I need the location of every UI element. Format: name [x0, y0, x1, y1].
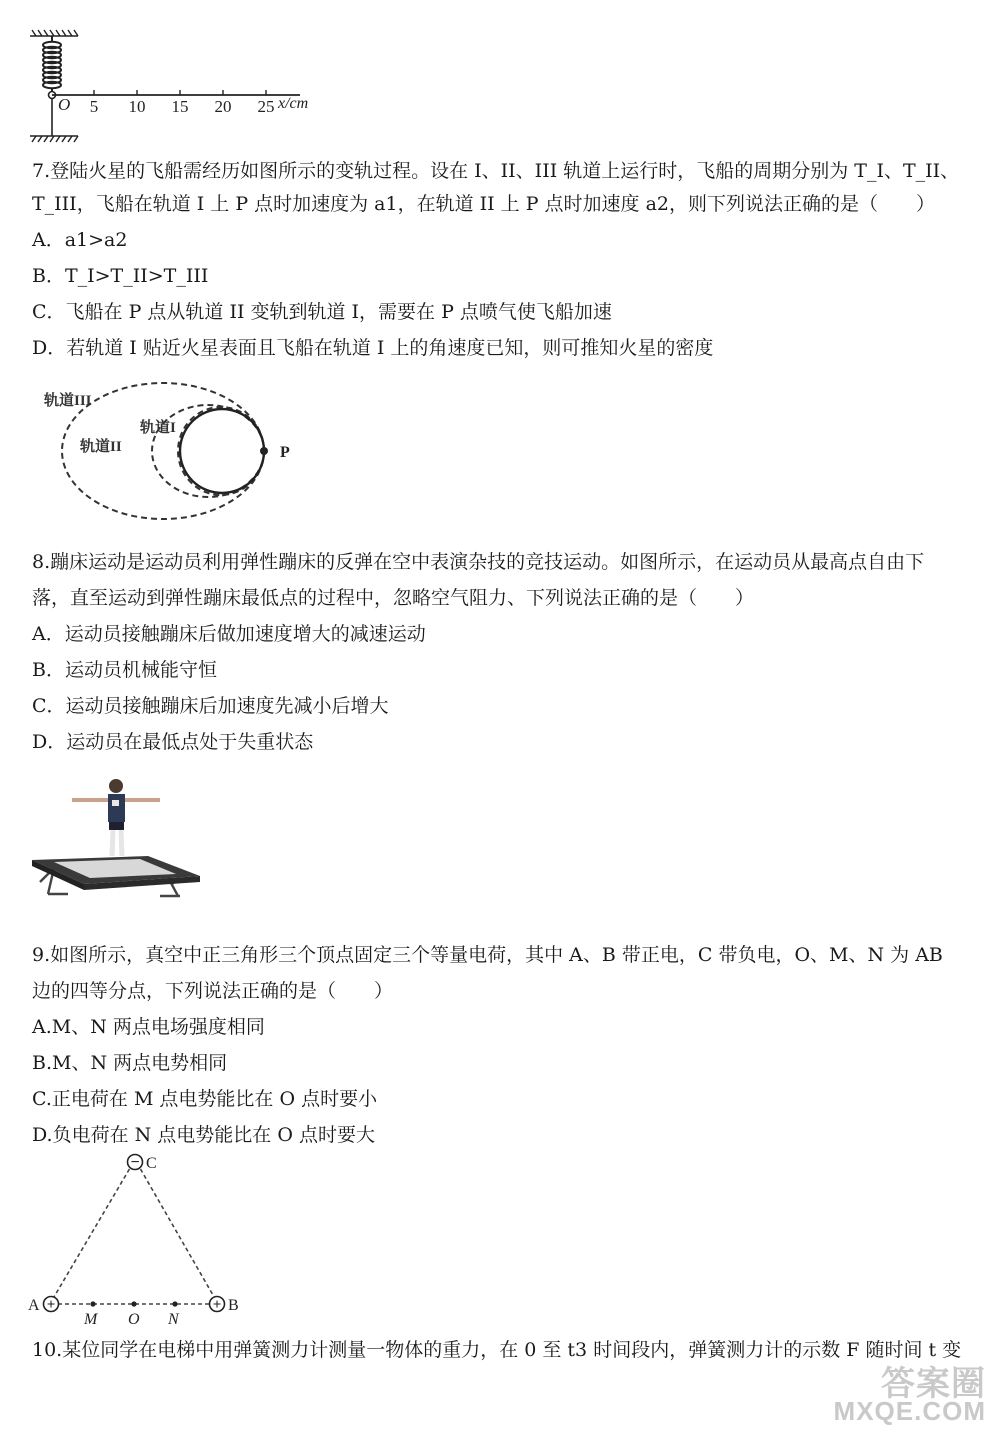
q8-option-b: B．运动员机械能守恒: [32, 659, 217, 681]
point-o-dot: [131, 1301, 136, 1306]
charge-triangle-figure: [20, 1150, 260, 1330]
vertex-c-label: C: [146, 1155, 157, 1172]
orbit-ii-label: 轨道II: [80, 439, 122, 455]
axis-tick-label: 15: [171, 97, 189, 116]
q8-option-a: A．运动员接触蹦床后做加速度增大的减速运动: [32, 623, 426, 645]
side-ca: [51, 1163, 133, 1302]
spring-coil: [43, 36, 61, 92]
q7-option-a: A．a1>a2: [32, 229, 128, 251]
q9-option-a: A.M、N 两点电场强度相同: [32, 1016, 265, 1038]
charge-c-sign: −: [130, 1154, 140, 1171]
axis-tick-label: 10: [128, 97, 146, 116]
q7-stem-line1: 7.登陆火星的飞船需经历如图所示的变轨过程。设在 I、II、III 轨道上运行时，飞船的周期分别为 T_I、T_II、: [32, 160, 960, 182]
axis-tick-label: 25: [257, 97, 275, 116]
watermark-logo-text: 答案圈: [881, 1365, 986, 1403]
q9-option-d: D.负电荷在 N 点电势能比在 O 点时要大: [32, 1124, 375, 1146]
charge-a-sign: +: [46, 1297, 56, 1313]
q8-stem-line2: 落，直至运动到弹性蹦床最低点的过程中，忽略空气阻力、下列说法正确的是（ ）: [32, 587, 755, 609]
vertex-b-label: B: [228, 1297, 239, 1314]
athlete-figure: [72, 779, 160, 856]
ceiling-hatch: [30, 30, 78, 36]
q9-stem-line2: 边的四等分点，下列说法正确的是（ ）: [32, 980, 394, 1002]
point-n-dot: [172, 1301, 177, 1306]
q10-stem-line1: 10.某位同学在电梯中用弹簧测力计测量一物体的重力，在 0 至 t3 时间段内，弹簧测力计的示数 F 随时间 t 变: [32, 1339, 962, 1361]
axis-tick-label: 20: [214, 97, 232, 116]
q7-option-d: D．若轨道 I 贴近火星表面且飞船在轨道 I 上的角速度已知，则可推知火星的密度: [32, 337, 714, 359]
q8-stem-line1: 8.蹦床运动是运动员利用弹性蹦床的反弹在空中表演杂技的竞技运动。如图所示，在运动员从最高点自由下: [32, 551, 925, 573]
charge-b-sign: +: [212, 1297, 222, 1313]
axis-tick-label: 5: [89, 97, 99, 116]
q8-option-d: D．运动员在最低点处于失重状态: [32, 731, 314, 753]
point-m-dot: [90, 1301, 95, 1306]
orbit-iii-label: 轨道III: [44, 393, 92, 409]
trampoline-figure: [28, 772, 208, 902]
side-cb: [137, 1163, 217, 1302]
watermark-url-text: MXQE.COM: [833, 1396, 986, 1426]
floor-hatch: [30, 136, 78, 142]
vertex-a-label: A: [28, 1297, 40, 1314]
mars-planet: [180, 409, 264, 493]
q9-stem-line1: 9.如图所示，真空中正三角形三个顶点固定三个等量电荷，其中 A、B 带正电，C 带负电，O、M、N 为 AB: [32, 944, 943, 966]
orbit-i-label: 轨道I: [140, 420, 176, 436]
q9-option-c: C.正电荷在 M 点电势能比在 O 点时要小: [32, 1088, 378, 1110]
q7-stem-line2: T_III，飞船在轨道 I 上 P 点时加速度为 a1，在轨道 II 上 P 点时加速度 a2，则下列说法正确的是（ ）: [32, 193, 936, 215]
spring-axis-figure: [20, 28, 340, 146]
point-p-label: P: [280, 444, 290, 461]
q7-option-b: B．T_I>T_II>T_III: [32, 265, 209, 287]
q9-option-b: B.M、N 两点电势相同: [32, 1052, 228, 1074]
point-n-label: N: [168, 1311, 179, 1328]
point-o-label: O: [128, 1311, 140, 1328]
axis-origin-label: O: [58, 95, 71, 114]
point-p-marker: [260, 447, 268, 455]
axis-unit-label: x/cm: [278, 95, 309, 112]
point-m-label: M: [84, 1311, 98, 1328]
q7-option-c: C．飞船在 P 点从轨道 II 变轨到轨道 I，需要在 P 点喷气使飞船加速: [32, 301, 612, 323]
q8-option-c: C．运动员接触蹦床后加速度先减小后增大: [32, 695, 389, 717]
orbit-figure: [30, 378, 310, 528]
